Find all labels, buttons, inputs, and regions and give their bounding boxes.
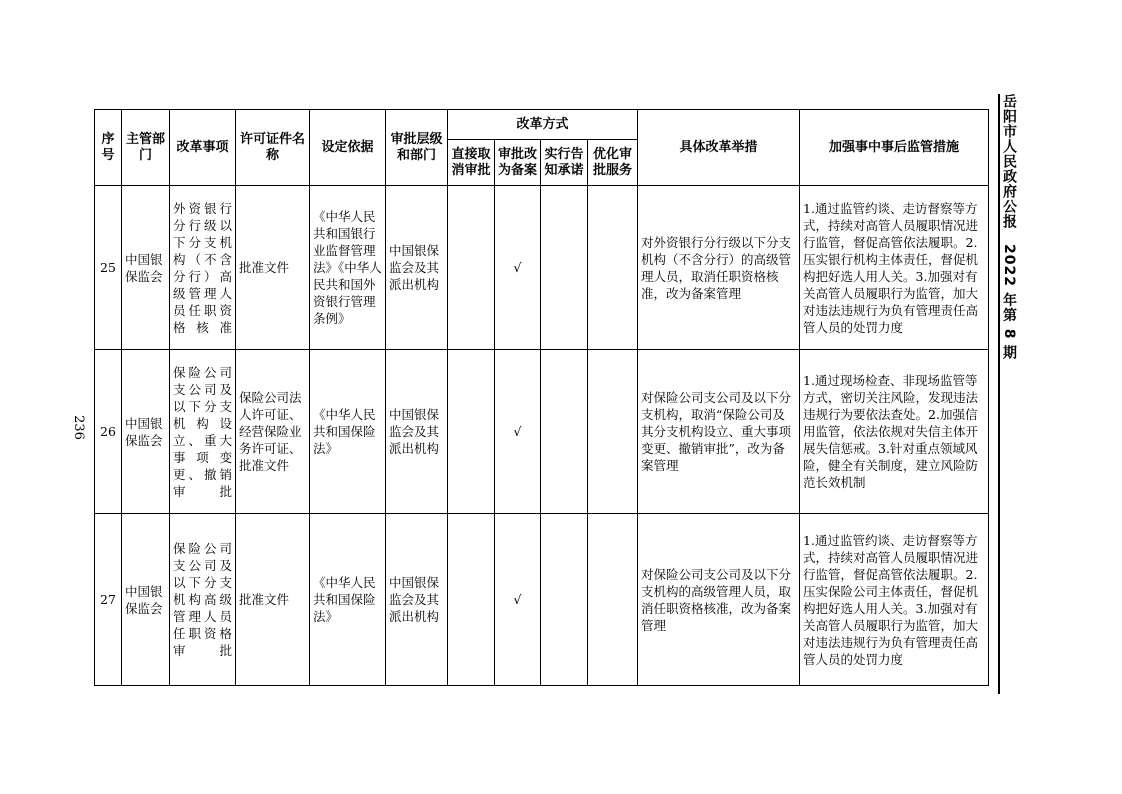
cell-optimize	[588, 514, 638, 686]
cell-basis: 《中华人民共和国银行业监督管理法》《中华人民共和国外资银行管理条例》	[310, 186, 386, 350]
cell-optimize	[588, 350, 638, 514]
cell-notify	[541, 350, 588, 514]
header-item: 改革事项	[170, 110, 236, 186]
cell-item: 保险公司支公司及以下分支机构设立、重大事项变更、撤销审批	[170, 350, 236, 514]
cell-item: 保险公司支公司及以下分支机构高级管理人员任职资格审批	[170, 514, 236, 686]
header-row-top	[95, 110, 989, 140]
cell-notify	[541, 186, 588, 350]
cell-level: 中国银保监会及其派出机构	[386, 514, 448, 686]
cell-license: 批准文件	[236, 186, 310, 350]
cell-notify	[541, 514, 588, 686]
cell-basis: 《中华人民共和国保险法》	[310, 514, 386, 686]
cell-license: 保险公司法人许可证、经营保险业务许可证、批准文件	[236, 350, 310, 514]
cell-filing-check: √	[495, 514, 541, 686]
table-row	[95, 514, 989, 686]
header-supervision: 加强事中事后监管措施	[800, 110, 989, 186]
header-method-filing: 审批改为备案	[495, 140, 541, 186]
cell-measure: 对外资银行分行级以下分支机构（不含分行）的高级管理人员，取消任职资格核准，改为备案管理	[638, 186, 800, 350]
header-level: 审批层级和部门	[386, 110, 448, 186]
cell-dept: 中国银保监会	[122, 186, 170, 350]
header-method-optimize: 优化审批服务	[588, 140, 638, 186]
header-seq: 序号	[95, 110, 122, 186]
cell-filing-check: √	[495, 186, 541, 350]
table-row	[95, 350, 989, 514]
header-method-cancel: 直接取消审批	[448, 140, 495, 186]
cell-cancel	[448, 514, 495, 686]
header-basis: 设定依据	[310, 110, 386, 186]
running-header: 岳阳市人民政府公报 2022 年第 8 期	[1001, 94, 1017, 361]
cell-optimize	[588, 186, 638, 350]
cell-supervision: 1.通过监管约谈、走访督察等方式，持续对高管人员履职情况进行监管，督促高管依法履职。2.压实保险公司主体责任，督促机构把好选人用人关。3.加强对有关高管人员履职行为监管，加大对违法违规行为负有管理责任高管人员的处罚力度	[800, 514, 989, 686]
table-row	[95, 186, 989, 350]
cell-item: 外资银行分行级以下分支机构（不含分行）高级管理人员任职资格核准	[170, 186, 236, 350]
header-dept: 主管部门	[122, 110, 170, 186]
cell-seq: 25	[95, 186, 122, 350]
header-license: 许可证件名称	[236, 110, 310, 186]
cell-cancel	[448, 186, 495, 350]
cell-level: 中国银保监会及其派出机构	[386, 350, 448, 514]
cell-license: 批准文件	[236, 514, 310, 686]
cell-dept: 中国银保监会	[122, 514, 170, 686]
page-number: 236	[70, 415, 86, 440]
cell-measure: 对保险公司支公司及以下分支机构，取消“保险公司及其分支机构设立、重大事项变更、撤销审批”，改为备案管理	[638, 350, 800, 514]
cell-level: 中国银保监会及其派出机构	[386, 186, 448, 350]
cell-filing-check: √	[495, 350, 541, 514]
cell-supervision: 1.通过现场检查、非现场监管等方式，密切关注风险，发现违法违规行为要依法查处。2.加强信用监管，依法依规对失信主体开展失信惩戒。3.针对重点领域风险，健全有关制度，建立风险防范长效机制	[800, 350, 989, 514]
header-method-notify: 实行告知承诺	[541, 140, 588, 186]
cell-cancel	[448, 350, 495, 514]
reform-table	[94, 109, 989, 686]
cell-seq: 26	[95, 350, 122, 514]
header-rule	[998, 94, 1000, 694]
cell-basis: 《中华人民共和国保险法》	[310, 350, 386, 514]
cell-measure: 对保险公司支公司及以下分支机构的高级管理人员，取消任职资格核准，改为备案管理	[638, 514, 800, 686]
header-method: 改革方式	[448, 110, 638, 140]
header-measure: 具体改革举措	[638, 110, 800, 186]
cell-dept: 中国银保监会	[122, 350, 170, 514]
cell-seq: 27	[95, 514, 122, 686]
cell-supervision: 1.通过监管约谈、走访督察等方式，持续对高管人员履职情况进行监管，督促高管依法履职。2.压实银行机构主体责任，督促机构把好选人用人关。3.加强对有关高管人员履职行为监管，加大对违法违规行为负有管理责任高管人员的处罚力度	[800, 186, 989, 350]
